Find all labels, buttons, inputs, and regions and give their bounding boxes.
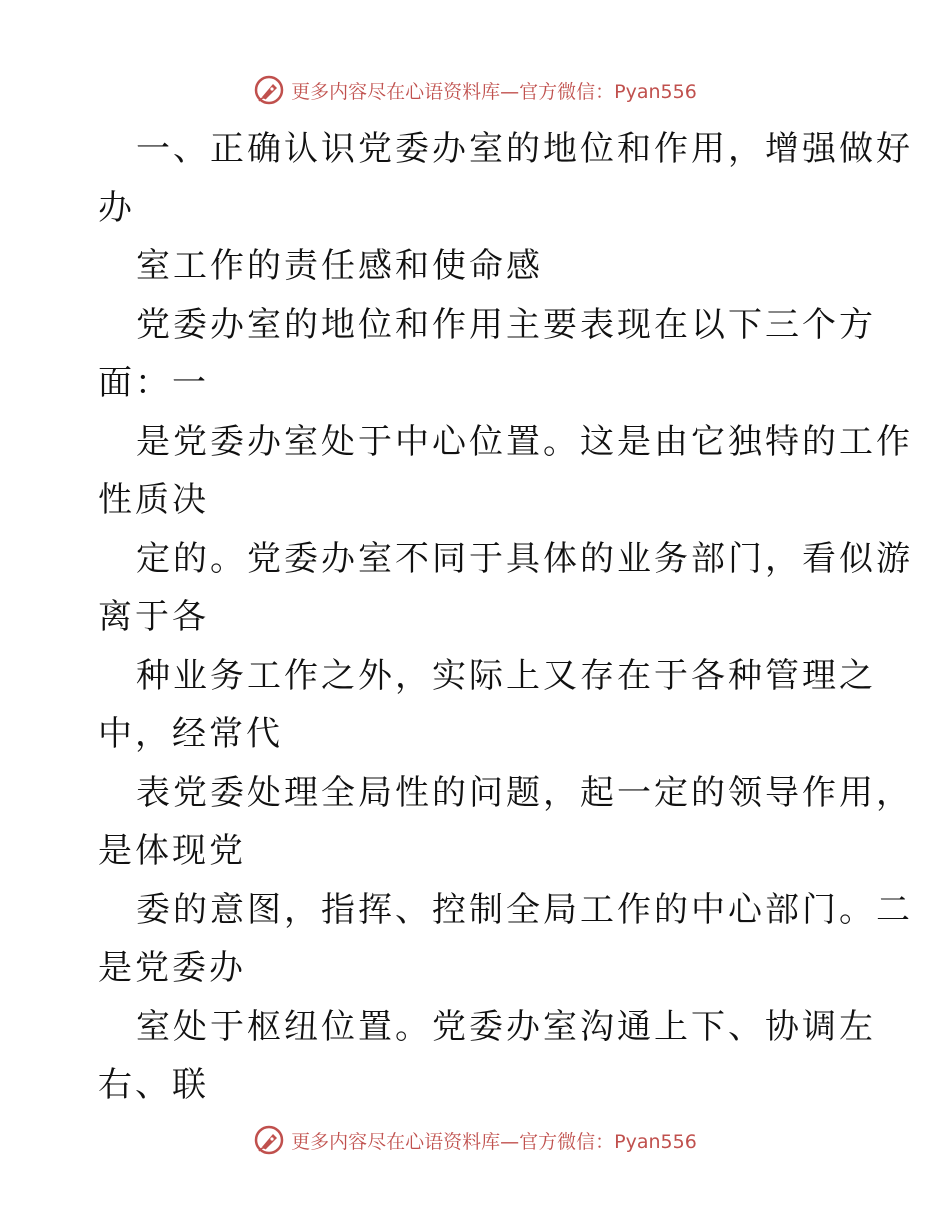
header-banner-text: 更多内容尽在心语资料库—官方微信：Pyan556 [291,80,697,103]
body-text-line: 离于各 [98,597,209,637]
body-text-line: 种业务工作之外，实际上又存在于各种管理之 [136,655,876,696]
document-body [98,120,913,1115]
body-text-line: 一、正确认识党委办室的地位和作用，增强做好 [136,129,913,169]
body-text-line: 办 [98,187,135,228]
body-text-line: 右、联 [98,1065,209,1105]
body-text-line: 面：一 [98,363,209,403]
body-text-line: 是体现党 [98,831,246,871]
body-text-line: 党委办室的地位和作用主要表现在以下三个方 [136,304,876,345]
body-text-line: 表党委处理全局性的问题，起一定的领导作用， [136,772,913,813]
body-text-line: 定的。党委办室不同于具体的业务部门，看似游 [136,538,913,579]
body-text-line: 是党委办室处于中心位置。这是由它独特的工作 [136,421,913,462]
body-text-line: 委的意图，指挥、控制全局工作的中心部门。二 [136,889,913,930]
body-text-line: 室处于枢纽位置。党委办室沟通上下、协调左 [136,1006,876,1047]
body-text-line: 是党委办 [98,948,246,988]
body-text-line: 中，经常代 [98,714,283,754]
body-text-line: 性质决 [98,480,209,520]
pen-nib-seal-icon [253,74,285,106]
body-text-line: 室工作的责任感和使命感 [136,246,543,286]
header-banner [0,70,950,110]
footer-banner [0,1120,950,1160]
pen-nib-seal-icon [253,1124,285,1156]
footer-banner-text: 更多内容尽在心语资料库—官方微信：Pyan556 [291,1130,697,1153]
